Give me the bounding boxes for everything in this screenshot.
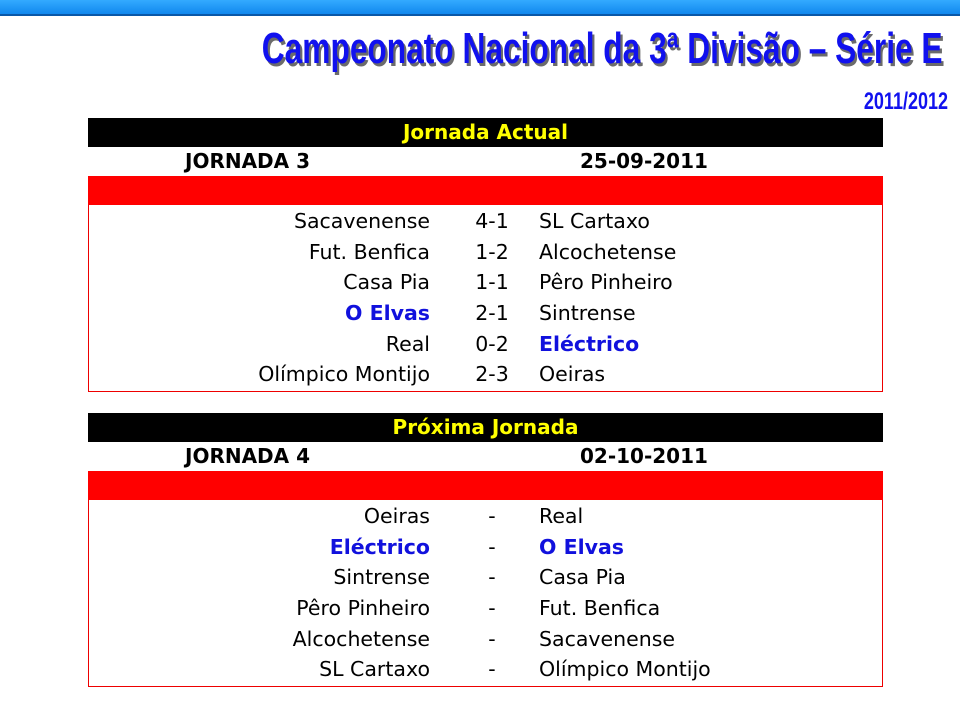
match-row <box>89 267 882 298</box>
home-team: Casa Pia <box>343 270 430 295</box>
match-row <box>89 206 882 237</box>
home-team: Oeiras <box>363 504 430 528</box>
next-round-panel <box>88 413 883 687</box>
match-score: - <box>488 504 496 528</box>
match-row <box>89 359 882 390</box>
next-round-number: JORNADA 4 <box>185 444 311 468</box>
current-round-results <box>88 205 883 392</box>
home-team: Eléctrico <box>329 534 430 559</box>
match-row <box>89 501 882 532</box>
match-score: 0-2 <box>475 331 509 356</box>
match-row <box>89 624 882 655</box>
match-score: 2-3 <box>475 362 509 387</box>
away-team: Pêro Pinheiro <box>539 270 673 295</box>
away-team: SL Cartaxo <box>539 209 650 233</box>
top-accent-bar <box>0 0 960 16</box>
current-round-number: JORNADA 3 <box>185 149 311 173</box>
next-round-info <box>88 442 883 471</box>
match-score: - <box>488 534 496 559</box>
match-score: - <box>488 596 496 621</box>
home-team: O Elvas <box>345 301 430 326</box>
home-team: Fut. Benfica <box>308 239 430 264</box>
away-team: O Elvas <box>539 534 624 559</box>
current-round-divider <box>88 176 883 205</box>
match-score: 2-1 <box>475 301 509 326</box>
next-round-divider <box>88 471 883 500</box>
current-round-date: 25-09-2011 <box>580 149 708 173</box>
match-score: 1-1 <box>475 270 509 295</box>
home-team: Sacavenense <box>293 209 430 233</box>
match-row <box>89 654 882 685</box>
home-team: Alcochetense <box>292 626 430 651</box>
away-team: Sacavenense <box>539 626 676 651</box>
match-row <box>89 298 882 329</box>
current-round-panel <box>88 118 883 392</box>
home-team: Sintrense <box>333 565 430 590</box>
home-team: Pêro Pinheiro <box>296 596 430 621</box>
home-team: Olímpico Montijo <box>258 362 430 387</box>
next-round-fixtures <box>88 500 883 687</box>
next-round-date: 02-10-2011 <box>580 444 708 468</box>
away-team: Olímpico Montijo <box>539 657 711 682</box>
away-team: Eléctrico <box>539 331 640 356</box>
home-team: Real <box>385 331 430 356</box>
match-score: - <box>488 565 496 590</box>
match-row <box>89 593 882 624</box>
away-team: Alcochetense <box>539 239 677 264</box>
current-round-info <box>88 147 883 176</box>
next-round-header: Próxima Jornada <box>88 413 883 442</box>
match-score: 4-1 <box>475 209 509 233</box>
match-score: 1-2 <box>475 239 509 264</box>
match-row <box>89 532 882 563</box>
match-row <box>89 329 882 360</box>
away-team: Casa Pia <box>539 565 626 590</box>
season-label: 2011/2012 <box>863 88 948 115</box>
match-row <box>89 562 882 593</box>
away-team: Fut. Benfica <box>539 596 661 621</box>
match-score: - <box>488 657 496 682</box>
away-team: Sintrense <box>539 301 636 326</box>
match-score: - <box>488 626 496 651</box>
page-title: Campeonato Nacional da 3ª Divisão – Série E <box>261 24 943 73</box>
away-team: Real <box>539 504 584 528</box>
current-round-header: Jornada Actual <box>88 118 883 147</box>
match-row <box>89 237 882 268</box>
away-team: Oeiras <box>539 362 606 387</box>
home-team: SL Cartaxo <box>319 657 430 682</box>
